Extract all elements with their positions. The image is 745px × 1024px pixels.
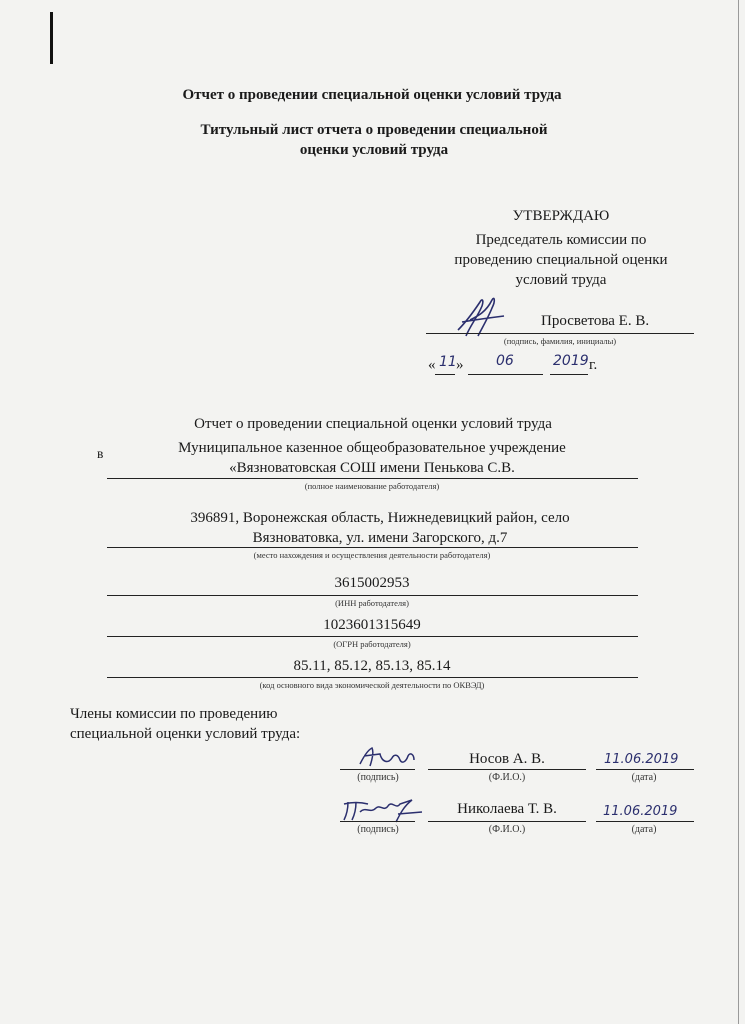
document-title: Отчет о проведении специальной оценки условий труда [182, 87, 562, 103]
address-line-1: 396891, Воронежская область, Нижнедевицкий район, село [190, 510, 570, 526]
date-day: 11 [439, 354, 457, 370]
address-underline [107, 547, 638, 548]
employer-caption: (полное наименование работодателя) [304, 481, 440, 491]
date-open-quote: « [428, 357, 436, 373]
address-line-2: Вязноватовка, ул. имени Загорского, д.7 [252, 530, 508, 546]
member-2-name-caption: (Ф.И.О.) [488, 824, 526, 835]
date-close-quote: » [456, 357, 464, 373]
okved-value: 85.11, 85.12, 85.13, 85.14 [293, 658, 451, 674]
date-day-line [435, 374, 455, 375]
commission-label-1: Члены комиссии по проведению [70, 706, 278, 722]
member-1-name-caption: (Ф.И.О.) [488, 772, 526, 783]
employer-line-2: «Вязноватовская СОШ имени Пенькова С.В. [229, 460, 515, 476]
approver-position-1: Председатель комиссии по [475, 232, 647, 248]
member-1-date-line [596, 769, 694, 770]
member-2-date: 11.06.2019 [603, 804, 678, 819]
chairman-line [426, 333, 694, 334]
member-2-sig-line [340, 821, 415, 822]
ogrn-underline [107, 636, 638, 637]
page-edge [738, 0, 739, 1024]
ogrn-caption: (ОГРН работодателя) [333, 639, 411, 649]
report-heading: Отчет о проведении специальной оценки условий труда [194, 416, 552, 432]
chairman-name: Просветова Е. В. [541, 313, 650, 329]
member-2-date-caption: (дата) [631, 824, 657, 835]
member-1-date-caption: (дата) [631, 772, 657, 783]
okved-caption: (код основного вида экономической деятельности по ОКВЭД) [259, 680, 485, 690]
prefix-v: в [97, 446, 104, 461]
member-2-name-line [428, 821, 586, 822]
okved-underline [107, 677, 638, 678]
member-1-signature [352, 742, 420, 772]
inn-caption: (ИНН работодателя) [335, 598, 409, 608]
subtitle-line-1: Титульный лист отчета о проведении специальной [200, 122, 548, 138]
margin-mark [50, 12, 53, 64]
date-month-line [468, 374, 543, 375]
approver-position-3: условий труда [515, 272, 607, 288]
inn-value: 3615002953 [334, 575, 410, 591]
employer-line-1: Муниципальное казенное общеобразовательное учреждение [178, 440, 566, 456]
ogrn-value: 1023601315649 [323, 617, 421, 633]
address-caption: (место нахождения и осуществления деятельности работодателя) [253, 550, 491, 560]
date-year-line [550, 374, 588, 375]
member-2-date-line [596, 821, 694, 822]
member-2-name: Николаева Т. В. [457, 801, 557, 817]
approve-label: УТВЕРЖДАЮ [512, 208, 610, 224]
employer-underline [107, 478, 638, 479]
member-1-sig-line [340, 769, 415, 770]
member-1-sig-caption: (подпись) [357, 772, 399, 783]
chairman-signature [452, 292, 516, 342]
date-year: 2019 [553, 353, 589, 369]
subtitle-line-2: оценки условий труда [299, 142, 449, 158]
date-month: 06 [496, 353, 514, 369]
chairman-caption: (подпись, фамилия, инициалы) [503, 336, 617, 346]
member-1-name: Носов А. В. [469, 751, 545, 767]
commission-label-2: специальной оценки условий труда: [70, 726, 301, 742]
member-2-sig-caption: (подпись) [357, 824, 399, 835]
member-1-date: 11.06.2019 [604, 752, 679, 767]
member-1-name-line [428, 769, 586, 770]
date-suffix: г. [589, 357, 598, 373]
inn-underline [107, 595, 638, 596]
approver-position-2: проведению специальной оценки [454, 252, 668, 268]
